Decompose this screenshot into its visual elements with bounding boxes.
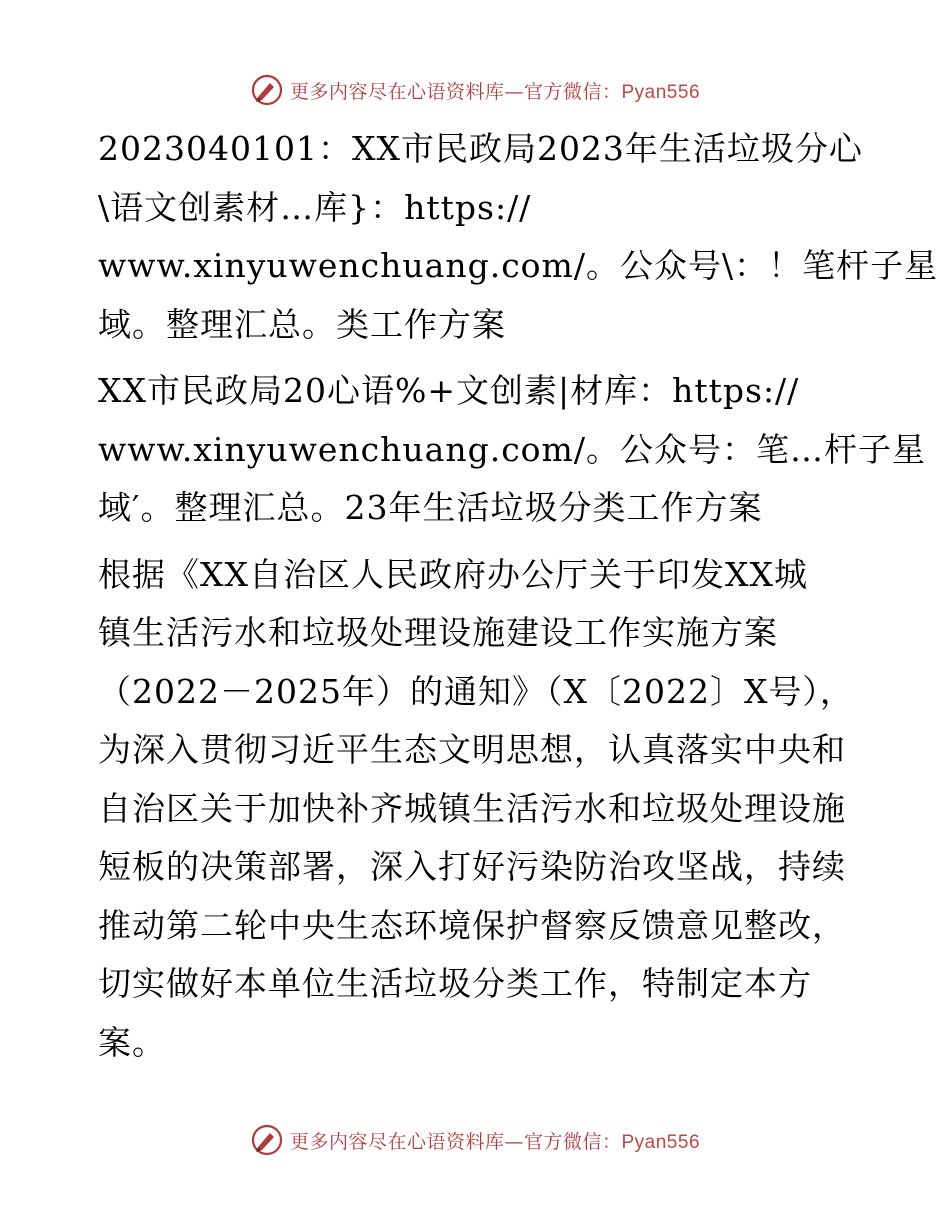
text-line: 案。 <box>98 1022 166 1062</box>
text-line: 切实做好本单位生活垃圾分类工作，特制定本方 <box>98 964 812 1003</box>
text-line: 短板的决策部署，深入打好污染防治攻坚战，持续 <box>98 847 846 886</box>
paragraph-title-2 <box>98 362 926 538</box>
banner-text <box>290 1127 700 1154</box>
banner-wechat-handle: Pyan556 <box>621 1131 701 1153</box>
text-line: （2022－2025年）的通知》（X〔2022〕X号）， <box>98 671 854 711</box>
text-line: www.xinyuwenchuang.com/。公众号\：！笔杆子星 <box>98 246 939 285</box>
banner-main-text: 更多内容尽在心语资料库—官方微信： <box>289 1130 622 1153</box>
text-line: 推动第二轮中央生态环境保护督察反馈意见整改， <box>98 905 846 945</box>
text-line: www.xinyuwenchuang.com/。公众号：笔…杆子星 <box>98 429 926 469</box>
banner-wechat-handle: Pyan556 <box>621 81 701 103</box>
document-body <box>98 120 939 1072</box>
banner-text <box>290 77 700 104</box>
text-line: XX市民政局20心语%+文创素|材库：https:// <box>98 371 800 410</box>
text-line: 域′。整理汇总。23年生活垃圾分类工作方案 <box>98 488 763 527</box>
text-line: 镇生活污水和垃圾处理设施建设工作实施方案 <box>98 613 778 652</box>
banner-main-text: 更多内容尽在心语资料库—官方微信： <box>289 80 622 103</box>
text-line: 自治区关于加快补齐城镇生活污水和垃圾处理设施 <box>98 788 846 828</box>
pen-logo-icon <box>250 1123 284 1157</box>
footer-watermark-banner <box>0 1118 950 1162</box>
text-line: \语文创素材…库}：https:// <box>98 187 532 227</box>
pen-logo-icon <box>250 73 284 107</box>
text-line: 2023040101：XX市民政局2023年生活垃圾分心 <box>98 129 863 168</box>
text-line: 为深入贯彻习近平生态文明思想，认真落实中央和 <box>98 730 846 769</box>
paragraph-body <box>98 546 858 1073</box>
paragraph-title-1 <box>98 120 939 354</box>
text-line: 域。整理汇总。类工作方案 <box>98 304 506 344</box>
header-watermark-banner <box>0 68 950 112</box>
text-line: 根据《XX自治区人民政府办公厅关于印发XX城 <box>98 554 808 594</box>
